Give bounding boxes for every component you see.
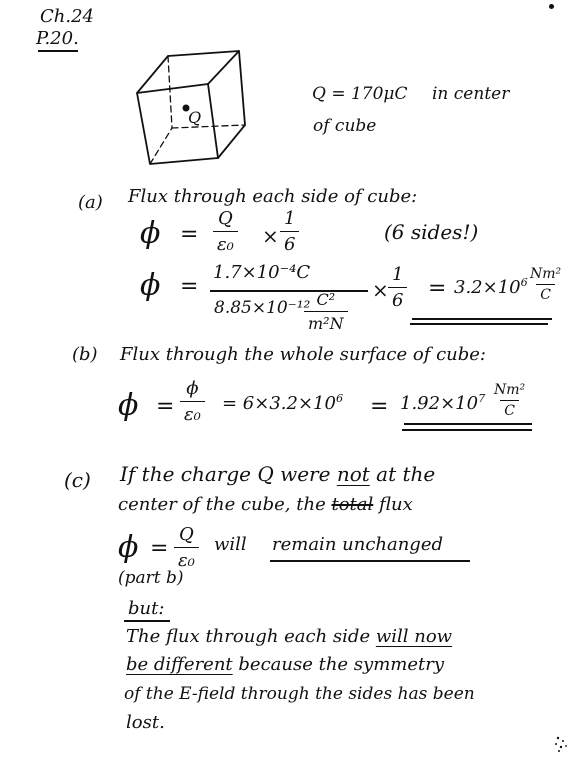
- part-a-numerator-value: 1.7×10⁻⁴C: [213, 262, 311, 283]
- part-a-heading: Flux through each side of cube:: [128, 186, 418, 207]
- part-c-line-1: If the charge Q were not at the: [120, 462, 436, 486]
- part-c-will: will: [214, 534, 247, 555]
- part-b-middle: = $6\times 3.2\times 10^6$: [222, 392, 344, 414]
- part-c-equals: =: [150, 536, 169, 561]
- part-c-remain-unchanged: remain unchanged: [272, 534, 444, 555]
- charge-label: Q: [188, 108, 202, 127]
- part-a-times-2: ×: [372, 278, 389, 302]
- part-a-equals-3: =: [428, 276, 447, 301]
- chapter-label: Ch.24: [40, 6, 94, 27]
- part-a-result-underline-1: [412, 318, 552, 320]
- part-a-result-units: $\frac{\text{Nm²}}{C}$: [530, 266, 562, 303]
- part-a-denominator-value: 8.85×10⁻¹²: [214, 298, 311, 318]
- part-c-part-b-ref: (part b): [118, 568, 184, 588]
- part-b-label: (b): [72, 344, 98, 365]
- part-a-result: $3.2\times 10^6$: [454, 276, 528, 298]
- scan-speckle-icon: [552, 734, 572, 754]
- part-b-phi: ϕ: [118, 388, 139, 423]
- part-c-line-5: be different because the symmetry: [126, 654, 444, 675]
- part-b-equals-2: =: [370, 394, 389, 419]
- part-a-equals-2: =: [180, 274, 199, 299]
- part-c-remain-underline: [270, 560, 470, 562]
- part-a-label: (a): [78, 192, 103, 213]
- part-a-denominator-units: $\frac{\text{C²}}{\text{m²N}}$: [304, 290, 348, 333]
- part-c-fraction-q-eps: $\frac{Q}{\text{ε₀}}$: [174, 524, 199, 571]
- part-a-note: (6 sides!): [384, 220, 479, 244]
- part-b-result-underline-2: [402, 429, 532, 431]
- part-c-phi: ϕ: [118, 530, 139, 565]
- part-b-result-units: $\frac{\text{Nm²}}{C}$: [494, 382, 526, 419]
- part-c-but: but:: [128, 598, 165, 619]
- part-c-line-6: of the E-field through the sides has been: [124, 684, 475, 704]
- part-c-line-7: lost.: [126, 712, 165, 733]
- part-c-line-4: The flux through each side will now: [126, 626, 453, 647]
- part-b-result-underline-1: [404, 423, 532, 425]
- given-location-1: in center: [432, 84, 510, 104]
- part-c-label: (c): [64, 468, 91, 492]
- given-charge: Q = 170μC: [312, 84, 408, 104]
- part-a-phi-1: ϕ: [140, 216, 161, 251]
- part-b-fraction-phi-eps: $\frac{\phi}{\text{ε₀}}$: [180, 378, 205, 425]
- part-b-equals-1: =: [156, 394, 175, 419]
- part-a-equals-1: =: [180, 222, 199, 247]
- part-a-fraction-q-eps: $\frac{Q}{\text{ε₀}}$: [213, 208, 238, 255]
- part-a-result-underline-2: [410, 323, 548, 325]
- part-b-result: $1.92\times 10^7$: [400, 392, 486, 414]
- part-a-fraction-one-sixth-1: $\frac{1}{6}$: [280, 208, 299, 255]
- part-b-heading: Flux through the whole surface of cube:: [120, 344, 486, 365]
- part-c-but-underline: [124, 620, 170, 622]
- part-c-line-2: center of the cube, the total flux: [118, 494, 413, 515]
- problem-label: P.20.: [36, 28, 79, 49]
- part-a-fraction-one-sixth-2: $\frac{1}{6}$: [388, 264, 407, 311]
- part-a-phi-2: ϕ: [140, 268, 161, 303]
- given-location-2: of cube: [313, 116, 377, 136]
- part-a-times-1: ×: [262, 224, 279, 248]
